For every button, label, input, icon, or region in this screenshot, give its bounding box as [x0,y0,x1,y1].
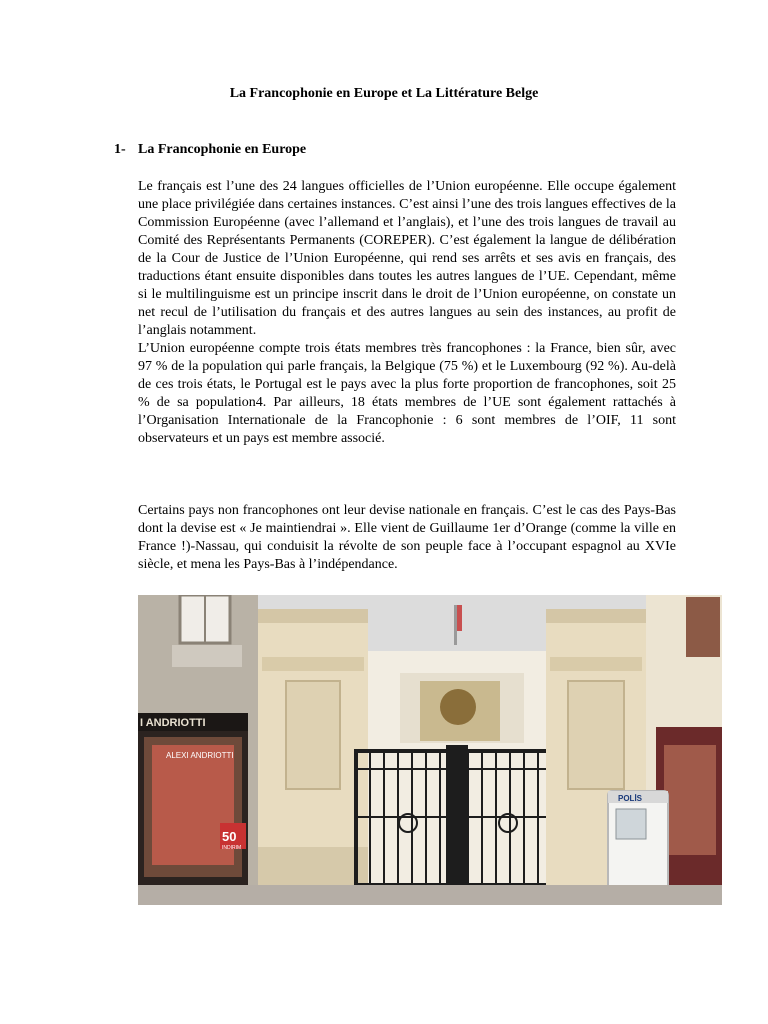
paragraph-1: Le français est l’une des 24 langues officielles de l’Union européenne. Elle occupe également une place privilégiée dans certaines instances. C’est ainsi l’une des trois langues effectives de la Commission Européenne (avec l’allemand et l’anglais), et l’une des trois langues de travail au Comité des Représentants Permanents (COREPER). C’est également la langue de délibération de la Cour de Justice de l’Union Européenne, qui rend ses arrêts et ses avis en français, des traductions étant ensuite disponibles dans toutes les autres langues de l’UE. Cependant, même si le multilinguisme est un principe inscrit dans le droit de l’Union européenne, on constate un net recul de l’utilisation du français et des autres langues au sein des instances, au profit de l’anglais notamment. [138,179,676,338]
body-text-block [138,178,676,448]
section-number: 1- [114,142,126,157]
shop-sign-inner: ALEXI ANDRIOTTI [166,751,234,760]
paragraph-3: Certains pays non francophones ont leur devise nationale en français. C’est le cas des Pays-Bas dont la devise est « Je maintiendrai ». Elle vient de Guillaume 1er d’Orange (comme la ville en France !)-Nassau, qui conduisit la révolte de son peuple face à l’occupant espagnol au XVIe siècle, et mena les Pays-Bas à l’indépendance. [138,503,676,572]
paragraph-2: L’Union européenne compte trois états membres très francophones : la France, bien sûr, avec 97 % de la population qui parle français, la Belgique (75 %) et le Luxembourg (92 %). Au-delà de ces trois états, le Portugal est le pays avec la plus forte proportion de francophones, soit 25 % de sa population4. Par ailleurs, 18 états membres de l’UE sont également rattachés à l’Organisation Internationale de la Francophonie : 6 sont membres de l’OIF, 11 sont observateurs et un pays est membre associé. [138,341,676,446]
shop-sign-left: I ANDRIOTTI [140,717,206,729]
embassy-gate-photo [138,595,722,905]
body-text-block-2 [138,502,676,574]
sale-sign-sub: INDIRIM [222,845,242,851]
booth-label: POLİS [618,794,643,803]
document-title: La Francophonie en Europe et La Littérature Belge [229,86,539,101]
section-heading-text: La Francophonie en Europe [138,142,307,157]
sale-sign: 50 [222,829,237,844]
section-heading [114,142,306,158]
